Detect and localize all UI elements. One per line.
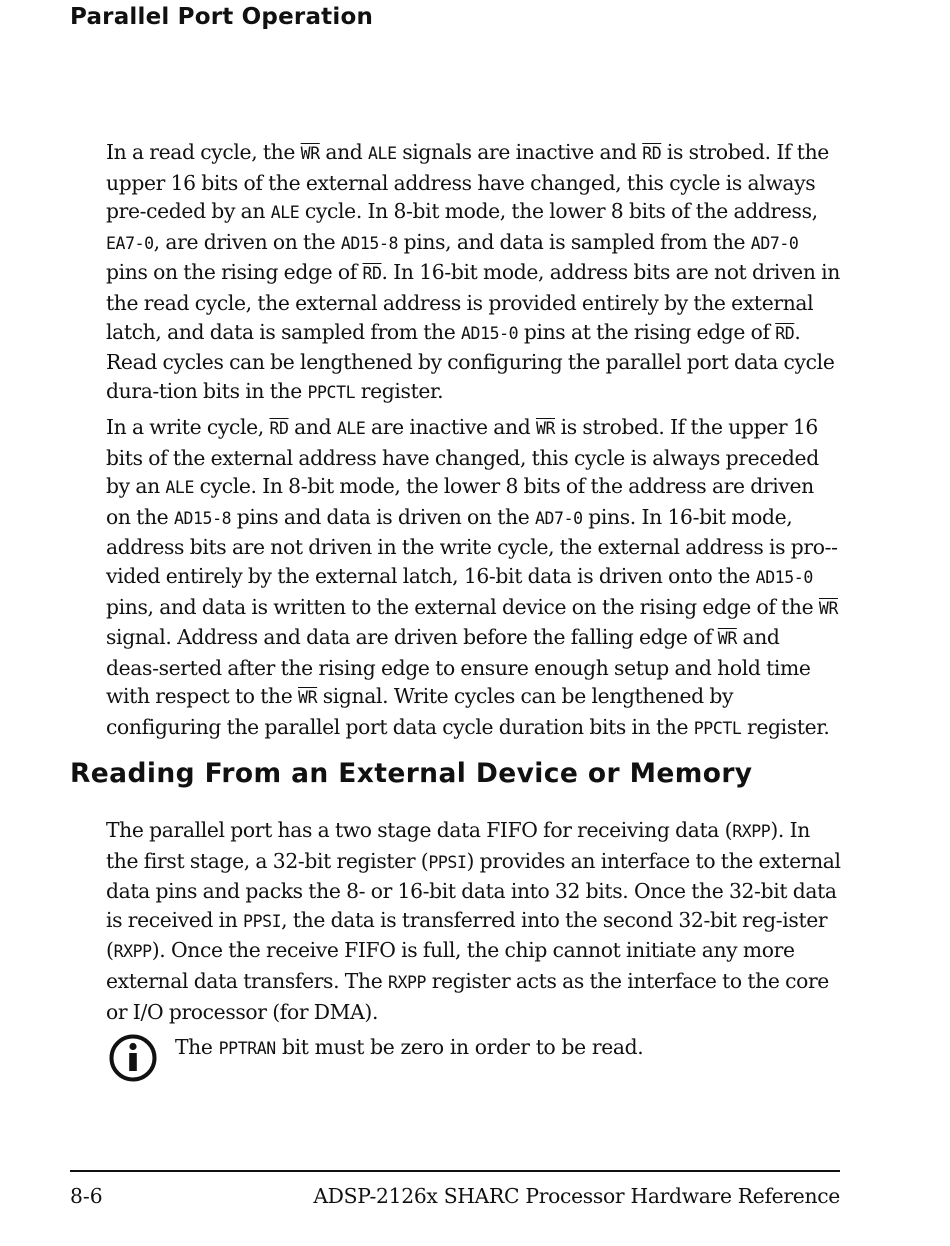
register-name: PPSI <box>243 911 282 931</box>
register-name: ALE <box>336 419 366 438</box>
active-low-signal-name: $\overline{WR}$ <box>535 419 556 438</box>
active-low-signal-name: $\overline{RD}$ <box>775 323 795 343</box>
footer-rule <box>70 1170 840 1172</box>
info-icon <box>108 1033 158 1083</box>
paragraph-text: The parallel port has a two stage data FIFO for receiving data (RXPP). In the first stage, a 32-bit register (PPSI) provides an interface to the external data pins and packs the 8- or 16-bit data into 32 bits. Once the 32-bit data is received in PPSI, the data is transferred into the second 32-bit reg-ister (RXPP). Once the receive FIFO is full, the chip cannot initiate any more external data transfers. The RXPP register acts as the interface to the core or I/O processor (for DMA). <box>106 818 841 1024</box>
register-name: RXPP <box>732 822 771 841</box>
register-name: PPTRAN <box>218 1039 276 1058</box>
paragraph-text: In a write cycle, $\overline{RD}$ and ALE are inactive and $\overline{WR}$ is strobed. If the upper 16 bits of the external address have changed, this cycle is always preceded by an ALE cycle. In 8-bit mode, the lower 8 bits of the address are driven on the AD15-8 pins and data is driven on the AD7-0 pins. In 16-bit mode, address bits are not driven in the write cycle, the external address is pro-vided entirely by the external latch, 16-bit data is driven onto the AD15-0 pins, and data is written to the external device on the rising edge of the $\overline{WR}$ signal. Address and data are driven before the falling edge of $\overline{WR}$ and deas-serted after the rising edge to ensure enough setup and hold time with respect to the $\overline{WR}$ signal. Write cycles can be lengthened by configuring the parallel port data cycle duration bits in the PPCTL register. <box>106 415 838 739</box>
register-name: PPCTL <box>307 382 356 402</box>
active-low-signal-name: $\overline{RD}$ <box>362 264 382 284</box>
note-text: The PPTRAN bit must be zero in order to be read. <box>175 1035 644 1059</box>
footer-book-title: ADSP-2126x SHARC Processor Hardware Reference <box>313 1184 840 1208</box>
register-name: AD7-0 <box>750 233 799 253</box>
active-low-signal-name: $\overline{WR}$ <box>300 144 320 163</box>
active-low-signal-name: $\overline{WR}$ <box>717 629 737 649</box>
register-name: EA7-0 <box>106 233 154 253</box>
section-heading: Reading From an External Device or Memory <box>70 758 753 789</box>
register-name: AD15-8 <box>173 508 232 528</box>
register-name: AD15-8 <box>340 233 399 253</box>
active-low-signal-name: $\overline{RD}$ <box>269 419 289 438</box>
page-header-title: Parallel Port Operation <box>70 4 374 30</box>
footer-page-number: 8-6 <box>70 1184 103 1208</box>
register-name: AD7-0 <box>534 508 583 528</box>
register-name: RXPP <box>113 942 152 962</box>
register-name: PPCTL <box>693 718 742 738</box>
active-low-signal-name: $\overline{WR}$ <box>818 598 838 618</box>
register-name: PPSI <box>428 852 467 872</box>
paragraph-text: In a read cycle, the $\overline{WR}$ and ALE signals are inactive and $\overline{RD}$ is strobed. If the upper 16 bits of the external address have changed, this cycle is always pre-ceded by an ALE cycle. In 8-bit mode, the lower 8 bits of the address, EA7-0, are driven on the AD15-8 pins, and data is sampled from the AD7-0 pins on the rising edge of $\overline{RD}$. In 16-bit mode, address bits are not driven in the read cycle, the external address is provided entirely by the external latch, and data is sampled from the AD15-0 pins at the rising edge of $\overline{RD}$. Read cycles can be lengthened by configuring the parallel port data cycle dura-tion bits in the PPCTL register. <box>106 140 840 403</box>
active-low-signal-name: $\overline{RD}$ <box>642 144 662 163</box>
register-name: ALE <box>165 478 194 498</box>
register-name: AD15-0 <box>461 323 519 343</box>
paragraph-receive-fifo <box>106 816 841 1026</box>
register-name: AD15-0 <box>755 567 813 587</box>
paragraph-read-cycle <box>106 138 841 407</box>
register-name: RXPP <box>387 972 427 992</box>
register-name: ALE <box>270 203 300 223</box>
paragraph-write-cycle <box>106 413 841 744</box>
register-name: ALE <box>368 144 397 163</box>
active-low-signal-name: $\overline{WR}$ <box>298 688 318 708</box>
